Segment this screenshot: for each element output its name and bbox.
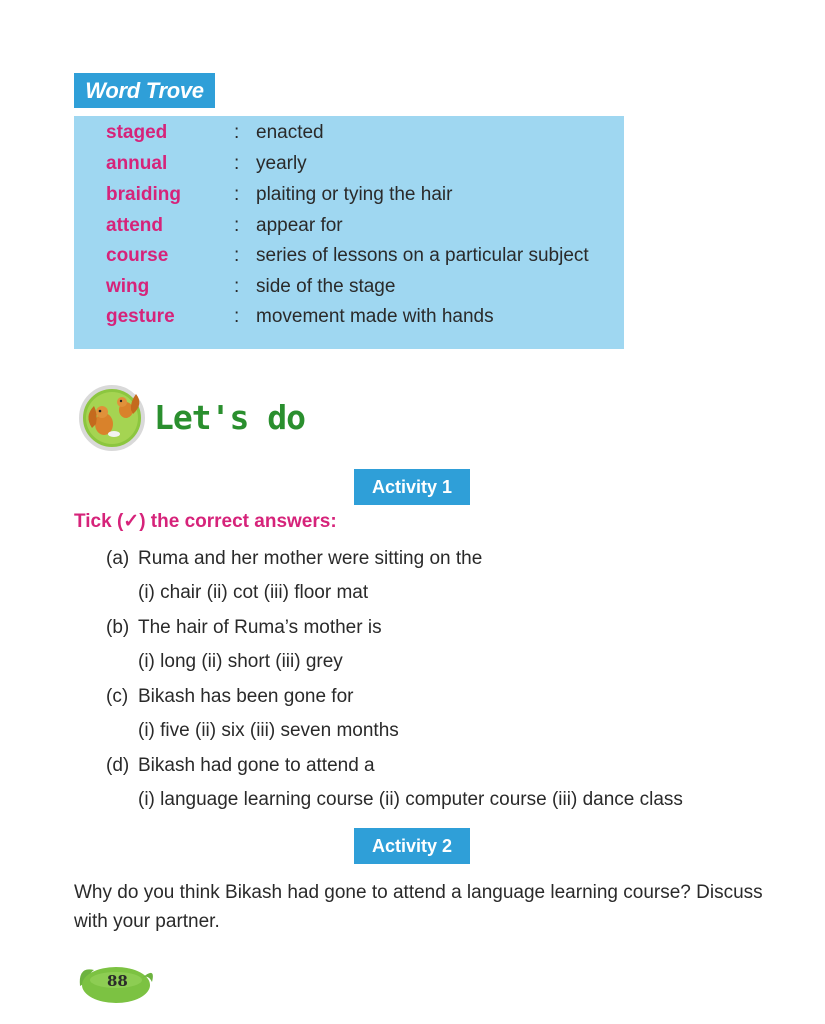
- word-meaning: side of the stage: [256, 276, 396, 297]
- question-label: (b): [106, 617, 130, 638]
- word-term: gesture: [106, 306, 175, 327]
- word-colon: :: [234, 306, 240, 327]
- word-colon: :: [234, 276, 240, 297]
- lets-do-title: Let's do: [154, 398, 305, 437]
- question-label: (d): [106, 755, 130, 776]
- question-options: (i) long (ii) short (iii) grey: [138, 651, 343, 672]
- question-label: (a): [106, 548, 130, 569]
- question-options: (i) chair (ii) cot (iii) floor mat: [138, 582, 369, 603]
- word-meaning: series of lessons on a particular subject: [256, 245, 589, 266]
- question-options: (i) five (ii) six (iii) seven months: [138, 720, 399, 741]
- word-meaning: plaiting or tying the hair: [256, 184, 453, 205]
- word-colon: :: [234, 215, 240, 236]
- word-term: course: [106, 245, 169, 266]
- word-trove-box: [74, 116, 624, 349]
- word-meaning: appear for: [256, 215, 343, 236]
- word-colon: :: [234, 184, 240, 205]
- lets-do-squirrels-icon: [78, 380, 150, 452]
- word-trove-title: Word Trove: [74, 73, 215, 108]
- page-number-leaf: [72, 958, 162, 1008]
- word-colon: :: [234, 153, 240, 174]
- activity-1-instruction: Tick (✓) the correct answers:: [74, 511, 337, 532]
- page-number: 88: [107, 972, 128, 990]
- question-label: (c): [106, 686, 129, 707]
- word-meaning: enacted: [256, 122, 324, 143]
- question-text: Bikash has been gone for: [138, 686, 354, 707]
- question-text: Ruma and her mother were sitting on the: [138, 548, 483, 569]
- question-options: (i) language learning course (ii) computer course (iii) dance class: [138, 789, 683, 810]
- word-term: braiding: [106, 184, 181, 205]
- word-term: attend: [106, 215, 163, 236]
- activity-2-text: Why do you think Bikash had gone to attend a language learning course? Discuss with your partner.: [74, 882, 763, 932]
- word-colon: :: [234, 122, 240, 143]
- word-term: staged: [106, 122, 168, 143]
- word-meaning: yearly: [256, 153, 307, 174]
- activity-2-label: Activity 2: [354, 828, 470, 864]
- question-text: The hair of Ruma’s mother is: [138, 617, 382, 638]
- activity-1-label: Activity 1: [354, 469, 470, 505]
- word-term: annual: [106, 153, 168, 174]
- word-meaning: movement made with hands: [256, 306, 494, 327]
- question-text: Bikash had gone to attend a: [138, 755, 375, 776]
- word-colon: :: [234, 245, 240, 266]
- word-term: wing: [106, 276, 150, 297]
